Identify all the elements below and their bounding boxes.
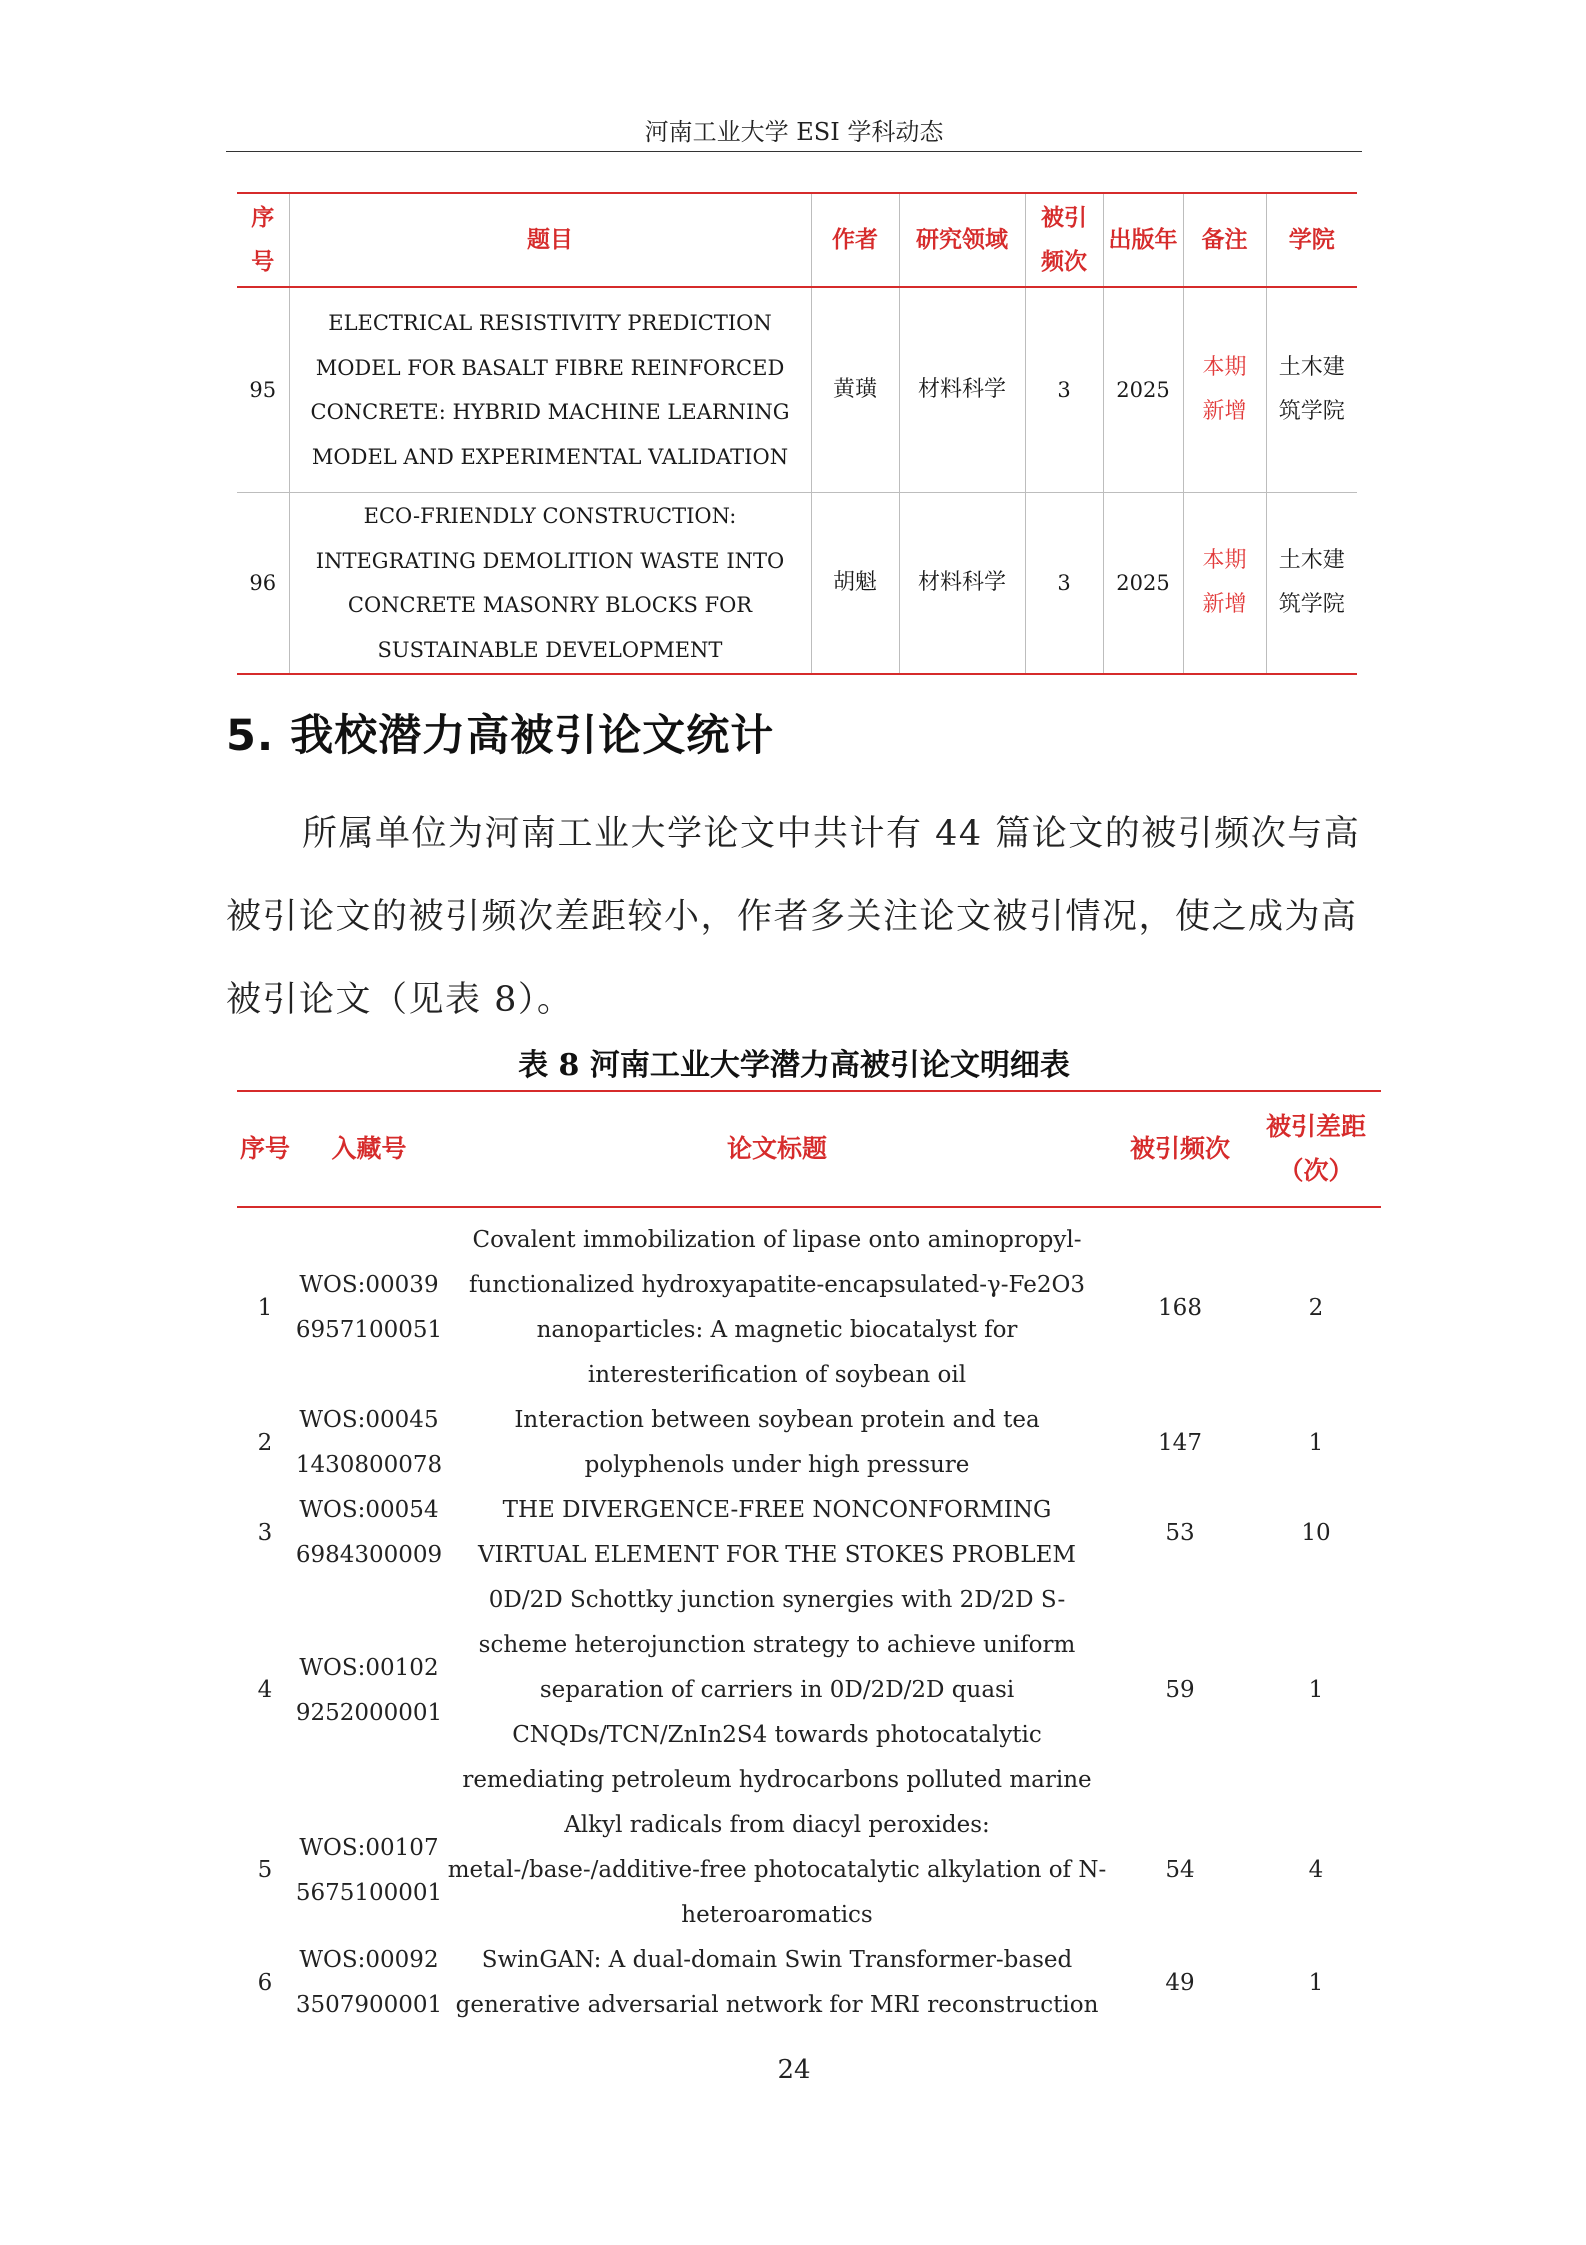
row-accession: WOS:000451430800078 bbox=[295, 1407, 443, 1478]
row-gap: 4 bbox=[1308, 1857, 1324, 1883]
col-header-note: 备注 bbox=[1183, 193, 1266, 287]
row-year: 2025 bbox=[1103, 287, 1183, 493]
table-header-row bbox=[237, 1091, 1381, 1207]
row-citations: 3 bbox=[1025, 287, 1103, 493]
row-title: Interaction between soybean protein and tea polyphenols under high pressure bbox=[514, 1407, 1040, 1478]
table-8 bbox=[237, 1090, 1381, 2028]
section-paragraph: 所属单位为河南工业大学论文中共计有 44 篇论文的被引频次与高被引论文的被引频次差距较小，作者多关注论文被引情况，使之成为高被引论文（见表 8）。 bbox=[226, 814, 1361, 1020]
row-accession: WOS:001075675100001 bbox=[295, 1834, 443, 1906]
row-accession: WOS:000396957100051 bbox=[295, 1272, 443, 1343]
row-no: 6 bbox=[257, 1969, 273, 1996]
row-no: 4 bbox=[257, 1677, 273, 1703]
row-no: 96 bbox=[237, 493, 289, 675]
row-title: ELECTRICAL RESISTIVITY PREDICTION MODEL FOR BASALT FIBRE REINFORCED CONCRETE: HYBRID MACHINE LEARNING MODEL AND EXPERIMENTAL VALIDATION bbox=[289, 287, 811, 493]
col-header-gap: 被引差距 （次） bbox=[1251, 1091, 1381, 1207]
row-citations: 54 bbox=[1165, 1857, 1195, 1883]
col-header-no: 序号 bbox=[237, 1091, 293, 1207]
col-header-accession: 入藏号 bbox=[293, 1091, 445, 1207]
row-year: 2025 bbox=[1103, 493, 1183, 675]
row-gap: 1 bbox=[1308, 1677, 1324, 1703]
row-accession: WOS:001029252000001 bbox=[295, 1654, 443, 1726]
col-header-no: 序号 bbox=[237, 193, 289, 287]
row-accession: WOS:000923507900001 bbox=[295, 1947, 443, 2018]
row-no: 95 bbox=[237, 287, 289, 493]
row-gap: 10 bbox=[1301, 1519, 1331, 1546]
row-title: Covalent immobilization of lipase onto aminopropyl-functionalized hydroxyapatite-encapsulated-γ-Fe2O3 nanoparticles: A magnetic biocatalyst for interesterification of soybean oil bbox=[469, 1227, 1085, 1388]
table-row bbox=[237, 1488, 1381, 1578]
row-field: 材料科学 bbox=[899, 287, 1025, 493]
row-accession: WOS:000546984300009 bbox=[295, 1497, 443, 1568]
table-row bbox=[237, 287, 1357, 493]
row-no: 3 bbox=[257, 1519, 273, 1546]
table-header-row bbox=[237, 193, 1357, 287]
page-number: 24 bbox=[777, 2055, 811, 2085]
row-title: Alkyl radicals from diacyl peroxides: metal-/base-/additive-free photocatalytic alkylation of N-heteroaromatics bbox=[447, 1812, 1107, 1928]
row-citations: 147 bbox=[1158, 1429, 1202, 1456]
row-gap: 2 bbox=[1308, 1294, 1324, 1321]
col-header-citations: 被引频次 bbox=[1109, 1091, 1251, 1207]
table-row bbox=[237, 1398, 1381, 1488]
row-citations: 3 bbox=[1025, 493, 1103, 675]
col-header-title: 题目 bbox=[289, 193, 811, 287]
table-7-continued bbox=[237, 192, 1357, 675]
row-college: 土木建 筑学院 bbox=[1266, 287, 1357, 493]
row-author: 胡魁 bbox=[811, 493, 899, 675]
col-header-field: 研究领域 bbox=[899, 193, 1025, 287]
row-citations: 168 bbox=[1158, 1294, 1202, 1321]
row-citations: 53 bbox=[1165, 1519, 1195, 1546]
row-title: ECO-FRIENDLY CONSTRUCTION: INTEGRATING DEMOLITION WASTE INTO CONCRETE MASONRY BLOCKS FOR SUSTAINABLE DEVELOPMENT bbox=[289, 493, 811, 675]
table-row bbox=[237, 1578, 1381, 1803]
row-gap: 1 bbox=[1308, 1969, 1324, 1996]
row-no: 2 bbox=[257, 1429, 273, 1456]
row-title: 0D/2D Schottky junction synergies with 2D/2D S-scheme heterojunction strategy to achieve uniform separation of carriers in 0D/2D/2D quasi CNQDs/TCN/ZnIn2S4 towards photocatalytic remediating petroleum hydrocarbons polluted marine bbox=[462, 1587, 1092, 1793]
row-no: 5 bbox=[257, 1857, 273, 1883]
col-header-citations: 被引 频次 bbox=[1025, 193, 1103, 287]
row-note: 本期 新增 bbox=[1183, 493, 1266, 675]
row-author: 黄璜 bbox=[811, 287, 899, 493]
table-caption: 表 8 河南工业大学潜力高被引论文明细表 bbox=[518, 1048, 1070, 1083]
col-header-year: 出版年 bbox=[1103, 193, 1183, 287]
section-heading: 5. 我校潜力高被引论文统计 bbox=[226, 711, 775, 761]
table-row bbox=[237, 493, 1357, 675]
running-header: 河南工业大学 ESI 学科动态 bbox=[644, 118, 944, 146]
table-row bbox=[237, 1803, 1381, 1938]
row-title: SwinGAN: A dual-domain Swin Transformer-based generative adversarial network for MRI reconstruction bbox=[455, 1947, 1099, 2018]
table-row bbox=[237, 1938, 1381, 2028]
col-header-college: 学院 bbox=[1266, 193, 1357, 287]
row-no: 1 bbox=[257, 1294, 273, 1321]
col-header-author: 作者 bbox=[811, 193, 899, 287]
col-header-title: 论文标题 bbox=[445, 1091, 1109, 1207]
row-college: 土木建 筑学院 bbox=[1266, 493, 1357, 675]
row-title: THE DIVERGENCE-FREE NONCONFORMING VIRTUAL ELEMENT FOR THE STOKES PROBLEM bbox=[478, 1497, 1076, 1568]
row-citations: 59 bbox=[1165, 1677, 1195, 1703]
row-field: 材料科学 bbox=[899, 493, 1025, 675]
header-rule bbox=[226, 151, 1362, 152]
table-row bbox=[237, 1207, 1381, 1398]
row-note: 本期 新增 bbox=[1183, 287, 1266, 493]
row-citations: 49 bbox=[1165, 1969, 1195, 1996]
row-gap: 1 bbox=[1308, 1429, 1324, 1456]
